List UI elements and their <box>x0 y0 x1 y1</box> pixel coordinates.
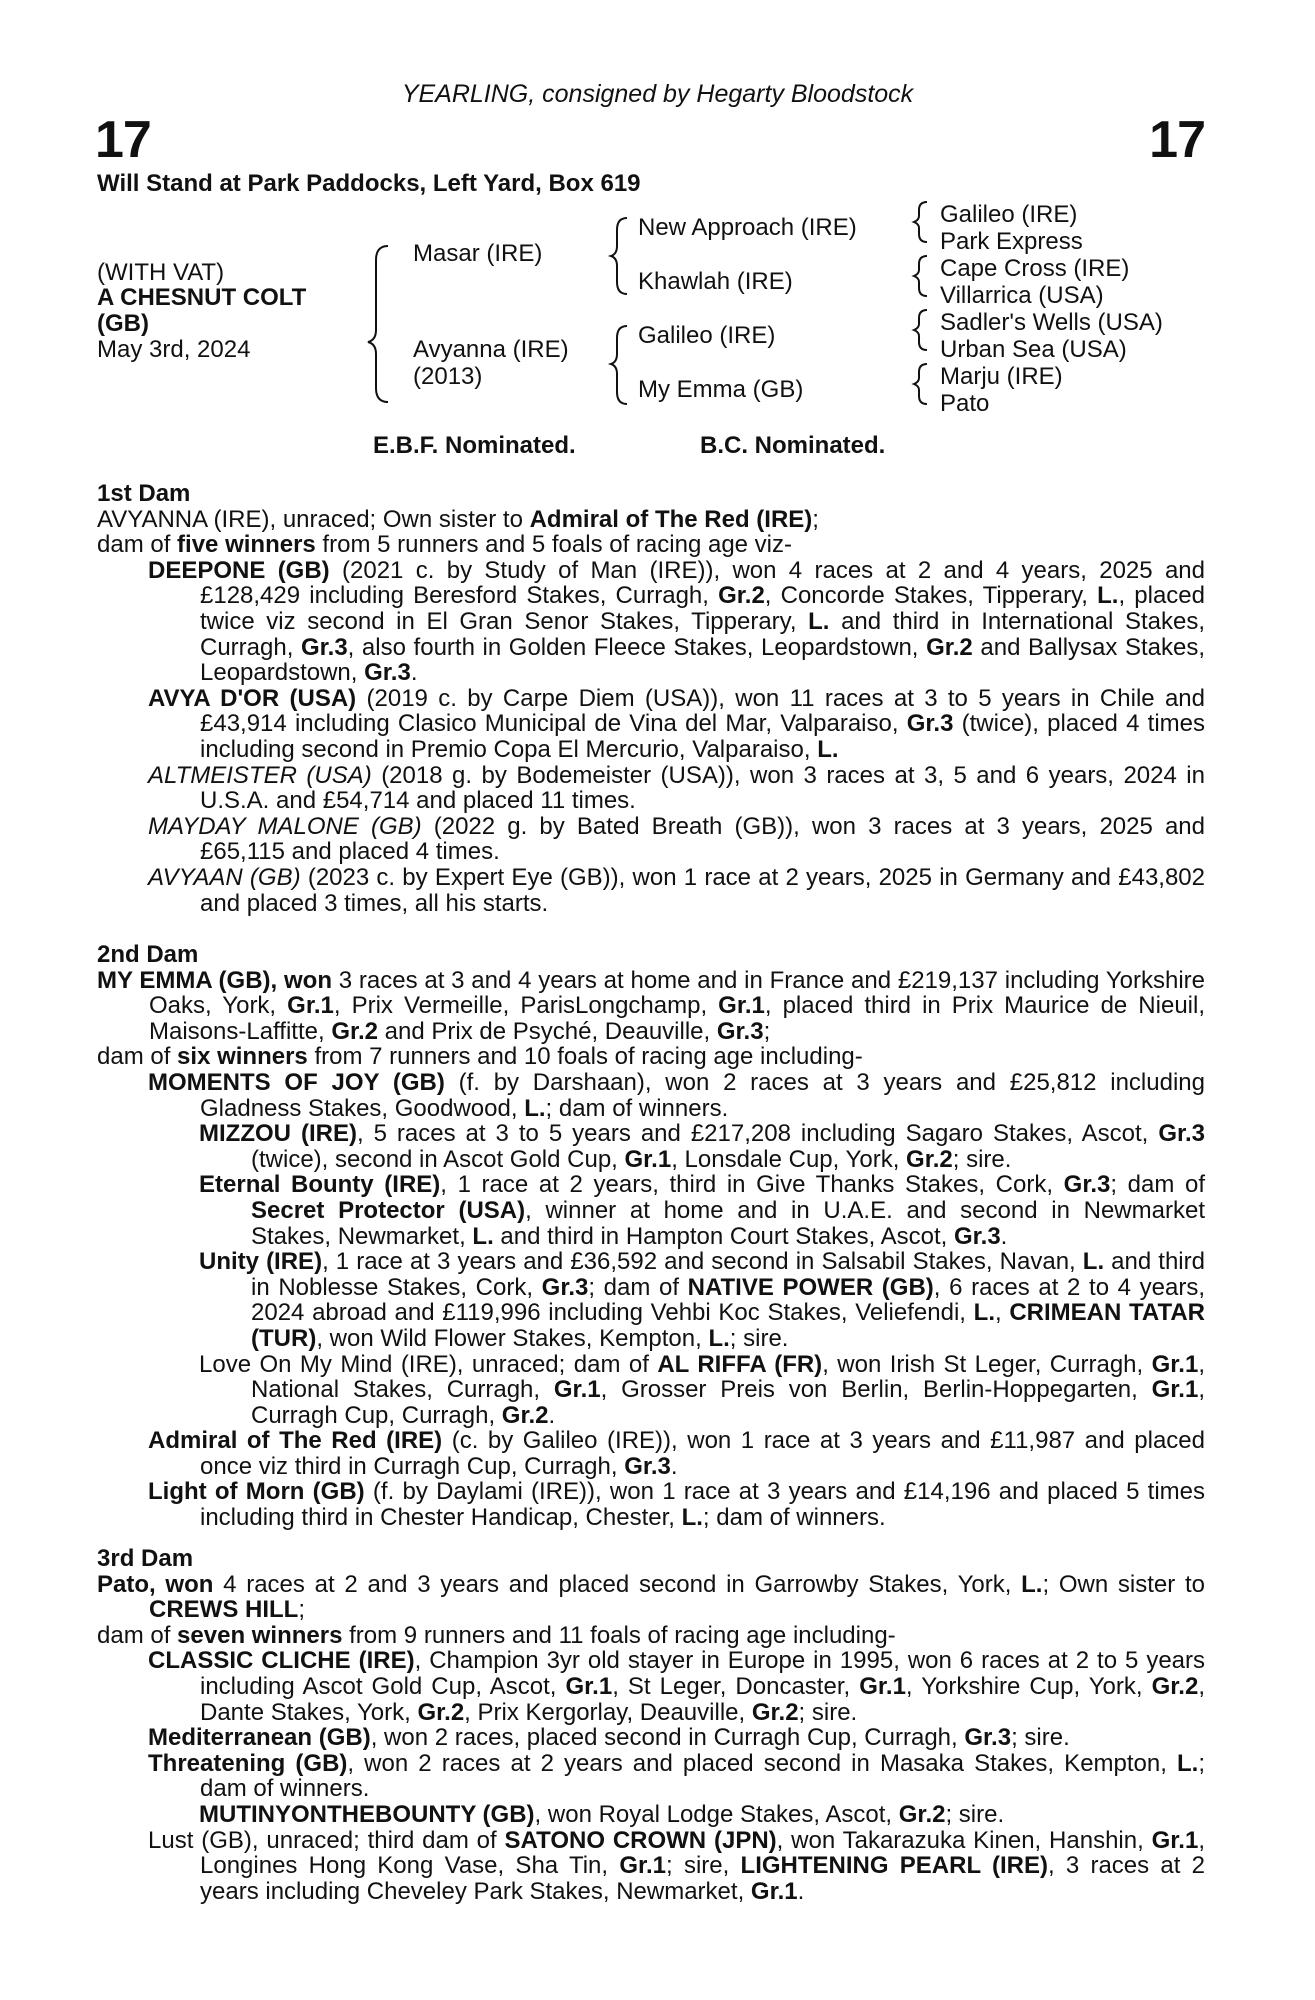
produce-entry <box>97 1751 1205 1802</box>
produce-entry <box>97 1648 1205 1725</box>
text-run: ; sire. <box>729 1324 789 1352</box>
text-run: dam of <box>97 1621 178 1649</box>
text-run: , 1 race at 3 years and £36,592 and second in Salsabil Stakes, Navan, <box>322 1248 1083 1276</box>
second-dam-heading: 2nd Dam <box>97 941 199 968</box>
text-run: , <box>994 1299 1010 1327</box>
text-run: , also fourth in Golden Fleece Stakes, Leopardstown, <box>347 633 927 661</box>
second-dam-section <box>97 942 1205 1531</box>
produce-entry <box>97 865 1205 916</box>
text-run: , won Royal Lodge Stakes, Ascot, <box>534 1800 899 1828</box>
bold-text: Gr.3 <box>716 1017 764 1045</box>
bold-text: L. <box>1021 1570 1043 1598</box>
bold-text: L. <box>1177 1749 1199 1777</box>
bold-text: Light of Morn (GB) <box>148 1478 365 1506</box>
text-run: ; dam of <box>1110 1171 1205 1199</box>
text-run: (c. by Galileo (IRE)), won 1 race at 3 years and £11,987 and placed once viz third in Curragh Cup, Curragh, <box>200 1427 1205 1480</box>
first-dam-produce-list <box>97 558 1205 916</box>
lot-name: A CHESNUT COLT <box>97 284 307 311</box>
text-run: , 5 races at 3 to 5 years and £217,208 including Sagaro Stakes, Ascot, <box>356 1120 1159 1148</box>
produce-entry <box>97 1172 1205 1249</box>
bold-text: Gr.3 <box>953 1222 1001 1250</box>
pedigree-sire-sire: New Approach (IRE) <box>638 214 857 241</box>
pedigree-gen3-8: Pato <box>940 390 990 417</box>
pedigree-sire: Masar (IRE) <box>413 240 543 267</box>
bold-text: Eternal Bounty (IRE) <box>199 1171 441 1199</box>
first-dam-heading: 1st Dam <box>97 480 191 507</box>
pedigree-dam-dam: My Emma (GB) <box>638 376 804 403</box>
text-run: from 7 runners and 10 foals of racing age including- <box>307 1043 863 1071</box>
produce-entry <box>97 1725 1205 1751</box>
bold-text: L. <box>973 1299 995 1327</box>
bold-text: Gr.3 <box>364 659 411 687</box>
produce-entry <box>97 1479 1205 1530</box>
text-run: , placed third in Prix Maurice de Nieuil, Maisons-Laffitte, <box>149 992 1205 1045</box>
ebf-nomination: E.B.F. Nominated. <box>373 432 576 459</box>
text-run: , Prix Vermeille, ParisLongchamp, <box>333 992 719 1020</box>
text-run: ; sire. <box>945 1800 1005 1828</box>
text-run: , Yorkshire Cup, York, <box>905 1672 1152 1700</box>
third-dam-produce-list <box>97 1648 1205 1904</box>
bold-text: CLASSIC CLICHE (IRE) <box>148 1647 415 1675</box>
text-run: ; sire, <box>666 1852 741 1880</box>
second-dam-intro <box>97 968 1205 1045</box>
bold-text: L. <box>808 607 830 635</box>
text-run: ; <box>812 505 819 533</box>
bold-text: Gr.2 <box>751 1698 799 1726</box>
italic-text: AVYAAN (GB) <box>148 863 301 891</box>
bold-text: Gr.3 <box>964 1724 1012 1752</box>
bold-text: Gr.1 <box>750 1877 798 1905</box>
text-run: , 6 races at 2 to 4 years, 2024 abroad and £119,996 including Vehbi Koc Stakes, Veliefendi, <box>251 1273 1206 1327</box>
text-run: from 5 runners and 5 foals of racing age viz- <box>315 531 793 559</box>
bold-text: Admiral of The Red (IRE) <box>148 1427 443 1455</box>
text-run: . <box>670 1452 678 1480</box>
lot-dob: May 3rd, 2024 <box>97 336 251 363</box>
text-run: (twice), second in Ascot Gold Cup, <box>251 1145 625 1173</box>
text-run: and Ballysax Stakes, Leopardstown, <box>200 633 1206 687</box>
stand-location: Will Stand at Park Paddocks, Left Yard, Box 619 <box>97 170 641 197</box>
bold-text: Gr.1 <box>859 1672 906 1700</box>
produce-entry <box>97 814 1205 865</box>
text-run: , winner at home and in U.A.E. and second in Newmarket Stakes, Newmarket, <box>251 1196 1205 1250</box>
text-run: , Longines Hong Kong Vase, Sha Tin, <box>200 1826 1205 1880</box>
text-run: (2022 g. by Bated Breath (GB)), won 3 races at 3 years, 2025 and £65,115 and placed 4 times. <box>200 812 1206 866</box>
pedigree-gen3-2: Park Express <box>940 228 1083 255</box>
text-run: , Prix Kergorlay, Deauville, <box>464 1698 752 1726</box>
text-run: , 1 race at 2 years, third in Give Thanks Stakes, Cork, <box>440 1171 1064 1199</box>
text-run: Lust (GB), unraced; third dam of <box>148 1826 505 1854</box>
first-dam-section <box>97 481 1205 916</box>
first-dam-summary <box>97 532 1205 558</box>
text-run: , Champion 3yr old stayer in Europe in 1995, won 6 races at 2 to 5 years including Ascot Gold Cup, Ascot, <box>200 1647 1206 1700</box>
text-run: , Concorde Stakes, Tipperary, <box>764 582 1098 610</box>
first-dam-intro <box>97 507 1205 533</box>
bold-text: LIGHTENING PEARL (IRE) <box>740 1852 1048 1880</box>
text-run: (2023 c. by Expert Eye (GB)), won 1 race at 2 years, 2025 in Germany and £43,802 and placed 3 times, all his starts. <box>200 863 1205 917</box>
text-run: ; dam of winners. <box>545 1094 729 1122</box>
text-run: and Prix de Psyché, Deauville, <box>378 1017 717 1045</box>
third-dam-summary <box>97 1623 1205 1649</box>
bold-text: Gr.3 <box>300 633 348 661</box>
produce-entry <box>97 558 1205 686</box>
text-run: , won Takarazuka Kinen, Hanshin, <box>776 1826 1152 1854</box>
pedigree-gen3-6: Urban Sea (USA) <box>940 336 1127 363</box>
bold-text: Gr.1 <box>553 1376 601 1404</box>
pedigree-gen3-1: Galileo (IRE) <box>940 201 1078 228</box>
bold-text: Gr.3 <box>624 1452 671 1480</box>
text-run: , won Irish St Leger, Curragh, <box>822 1350 1152 1378</box>
text-run: (2019 c. by Carpe Diem (USA)), won 11 races at 3 to 5 years in Chile and £43,914 including Clasico Municipal de Vina del Mar, Valparaiso, <box>200 684 1206 738</box>
bold-text: Gr.1 <box>1151 1376 1199 1404</box>
bold-text: Gr.1 <box>1151 1826 1199 1854</box>
bold-text: Gr.1 <box>718 992 765 1020</box>
text-run: and third in Noblesse Stakes, Cork, <box>251 1248 1205 1301</box>
bold-text: MOMENTS OF JOY (GB) <box>148 1068 445 1096</box>
produce-entry <box>97 1249 1205 1351</box>
bold-text: SATONO CROWN (JPN) <box>504 1826 777 1854</box>
text-run: . <box>548 1401 556 1429</box>
text-run: (f. by Daylami (IRE)), won 1 race at 3 years and £14,196 and placed 5 times including third in Chester Handicap, Chester, <box>200 1478 1205 1532</box>
produce-entry <box>97 1428 1205 1479</box>
catalogue-subtitle: YEARLING, consigned by Hegarty Bloodstock <box>401 80 914 108</box>
text-run: ; dam of winners. <box>200 1749 1205 1803</box>
bold-text: Admiral of The Red (IRE) <box>529 505 813 533</box>
text-run: . <box>1000 1222 1008 1250</box>
produce-entry <box>97 1802 1205 1828</box>
pedigree-gen3-4: Villarrica (USA) <box>940 282 1104 309</box>
bold-text: Gr.1 <box>1151 1350 1199 1378</box>
italic-text: ALTMEISTER (USA) <box>148 761 372 789</box>
third-dam-section <box>97 1546 1205 1904</box>
text-run: , Grosser Preis von Berlin, Berlin-Hoppegarten, <box>600 1376 1152 1404</box>
bold-text: Gr.1 <box>565 1672 613 1700</box>
text-run: ; dam of <box>588 1273 688 1301</box>
bold-text: Gr.2 <box>718 582 765 610</box>
text-run: , won 2 races at 2 years and placed second in Masaka Stakes, Kempton, <box>347 1749 1177 1777</box>
pedigree-dam-year: (2013) <box>413 363 483 390</box>
text-run: , placed twice viz second in El Gran Senor Stakes, Tipperary, <box>200 582 1206 635</box>
produce-entry <box>97 1121 1205 1172</box>
bold-text: MY EMMA (GB), won <box>97 966 332 994</box>
bold-text: Pato, won <box>97 1570 214 1598</box>
bold-text: Gr.2 <box>906 1145 953 1173</box>
lot-country: (GB) <box>97 310 149 337</box>
bold-text: L. <box>708 1324 730 1352</box>
bold-text: Gr.1 <box>624 1145 672 1173</box>
text-run: , Lonsdale Cup, York, <box>671 1145 907 1173</box>
bold-text: Gr.3 <box>541 1273 589 1301</box>
bold-text: Gr.1 <box>619 1852 667 1880</box>
text-run: . <box>797 1877 805 1905</box>
bold-text: AVYA D'OR (USA) <box>148 684 357 712</box>
pedigree-gen3-5: Sadler's Wells (USA) <box>940 309 1163 336</box>
bold-text: L. <box>1082 1248 1105 1276</box>
text-run: and third in Hampton Court Stakes, Ascot, <box>493 1222 954 1250</box>
produce-entry <box>97 763 1205 814</box>
text-run: , Curragh Cup, Curragh, <box>251 1376 1205 1429</box>
text-run: and third in International Stakes, Curragh, <box>200 607 1205 661</box>
second-dam-summary <box>97 1044 1205 1070</box>
text-run: , won Wild Flower Stakes, Kempton, <box>316 1324 709 1352</box>
bold-text: L. <box>1097 582 1119 610</box>
text-run: (twice), placed 4 times including second in Premio Copa El Mercurio, Valparaiso, <box>200 710 1205 763</box>
produce-entry <box>97 1070 1205 1121</box>
bold-text: six winners <box>177 1043 308 1071</box>
text-run: from 9 runners and 11 foals of racing age including- <box>342 1621 896 1649</box>
text-run: (f. by Darshaan), won 2 races at 3 years and £25,812 including Gladness Stakes, Goodwood, <box>200 1068 1205 1122</box>
text-run: , St Leger, Doncaster, <box>612 1672 860 1700</box>
bold-text: Secret Protector (USA) <box>251 1196 526 1224</box>
bc-nomination: B.C. Nominated. <box>700 432 886 459</box>
text-run: (2021 c. by Study of Man (IRE)), won 4 races at 2 and 4 years, 2025 and £128,429 including Beresford Stakes, Curragh, <box>200 556 1206 610</box>
third-dam-heading: 3rd Dam <box>97 1545 194 1572</box>
pedigree-dam: Avyanna (IRE) <box>413 336 569 363</box>
bold-text: CRIMEAN TATAR (TUR) <box>251 1299 1206 1352</box>
bold-text: Gr.2 <box>417 1698 465 1726</box>
pedigree-gen3-7: Marju (IRE) <box>940 363 1063 390</box>
bold-text: Gr.2 <box>926 633 973 661</box>
text-run: ; sire. <box>1011 1724 1070 1752</box>
bold-text: Gr.2 <box>898 1800 946 1828</box>
second-dam-produce-list <box>97 1070 1205 1531</box>
bold-text: DEEPONE (GB) <box>148 556 330 584</box>
bold-text: MIZZOU (IRE) <box>199 1120 357 1148</box>
bold-text: Gr.3 <box>1063 1171 1111 1199</box>
text-run: , won 2 races, placed second in Curragh Cup, Curragh, <box>370 1724 965 1752</box>
italic-text: MAYDAY MALONE (GB) <box>148 812 422 840</box>
bold-text: CREWS HILL <box>149 1596 299 1624</box>
text-run: Love On My Mind (IRE), unraced; dam of <box>199 1350 658 1378</box>
lot-number-left: 17 <box>95 111 151 169</box>
bold-text: L. <box>817 735 839 763</box>
bold-text: L. <box>681 1504 703 1532</box>
text-run: , 3 races at 2 years including Cheveley Park Stakes, Newmarket, <box>200 1852 1206 1905</box>
pedigree-gen3-3: Cape Cross (IRE) <box>940 255 1130 282</box>
bold-text: seven winners <box>177 1621 343 1649</box>
text-run: ; <box>763 1017 771 1045</box>
bold-text: Unity (IRE) <box>199 1248 323 1276</box>
bold-text: AL RIFFA (FR) <box>657 1350 823 1378</box>
text-run: AVYANNA (IRE), unraced; Own sister to <box>97 505 530 533</box>
vat-label: (WITH VAT) <box>97 259 225 286</box>
text-run: . <box>410 659 418 687</box>
text-run: , Dante Stakes, York, <box>200 1672 1205 1726</box>
bold-text: Gr.3 <box>1158 1120 1206 1148</box>
text-run: ; <box>298 1596 305 1624</box>
bold-text: Gr.2 <box>1151 1672 1199 1700</box>
text-run: 3 races at 3 and 4 years at home and in France and £219,137 including Yorkshire Oaks, York, <box>149 966 1205 1020</box>
bold-text: Gr.2 <box>501 1401 549 1429</box>
bold-text: Mediterranean (GB) <box>148 1724 371 1752</box>
lot-number-right: 17 <box>1149 111 1205 169</box>
produce-entry <box>97 686 1205 763</box>
bold-text: MUTINYONTHEBOUNTY (GB) <box>199 1800 535 1828</box>
produce-entry <box>97 1352 1205 1429</box>
bold-text: L. <box>472 1222 494 1250</box>
text-run: ; dam of winners. <box>702 1504 886 1532</box>
text-run: ; sire. <box>952 1145 1012 1173</box>
text-run: , National Stakes, Curragh, <box>251 1350 1205 1404</box>
text-run: ; sire. <box>798 1698 858 1726</box>
third-dam-intro <box>97 1572 1205 1623</box>
text-run: dam of <box>97 1043 178 1071</box>
bold-text: Gr.1 <box>287 992 334 1020</box>
text-run: 4 races at 2 and 3 years and placed second in Garrowby Stakes, York, <box>213 1570 1022 1598</box>
bold-text: Gr.2 <box>331 1017 379 1045</box>
bold-text: five winners <box>177 531 316 559</box>
text-run: dam of <box>97 531 178 559</box>
text-run: ; Own sister to <box>1042 1570 1205 1598</box>
bold-text: Gr.3 <box>906 710 954 738</box>
pedigree-sire-dam: Khawlah (IRE) <box>638 268 793 295</box>
produce-entry <box>97 1828 1205 1905</box>
text-run: (2018 g. by Bodemeister (USA)), won 3 races at 3, 5 and 6 years, 2024 in U.S.A. and £54,714 and placed 11 times. <box>200 761 1205 815</box>
bold-text: Threatening (GB) <box>148 1749 348 1777</box>
bold-text: L. <box>524 1094 546 1122</box>
pedigree-dam-sire: Galileo (IRE) <box>638 322 776 349</box>
bold-text: NATIVE POWER (GB) <box>687 1273 934 1301</box>
